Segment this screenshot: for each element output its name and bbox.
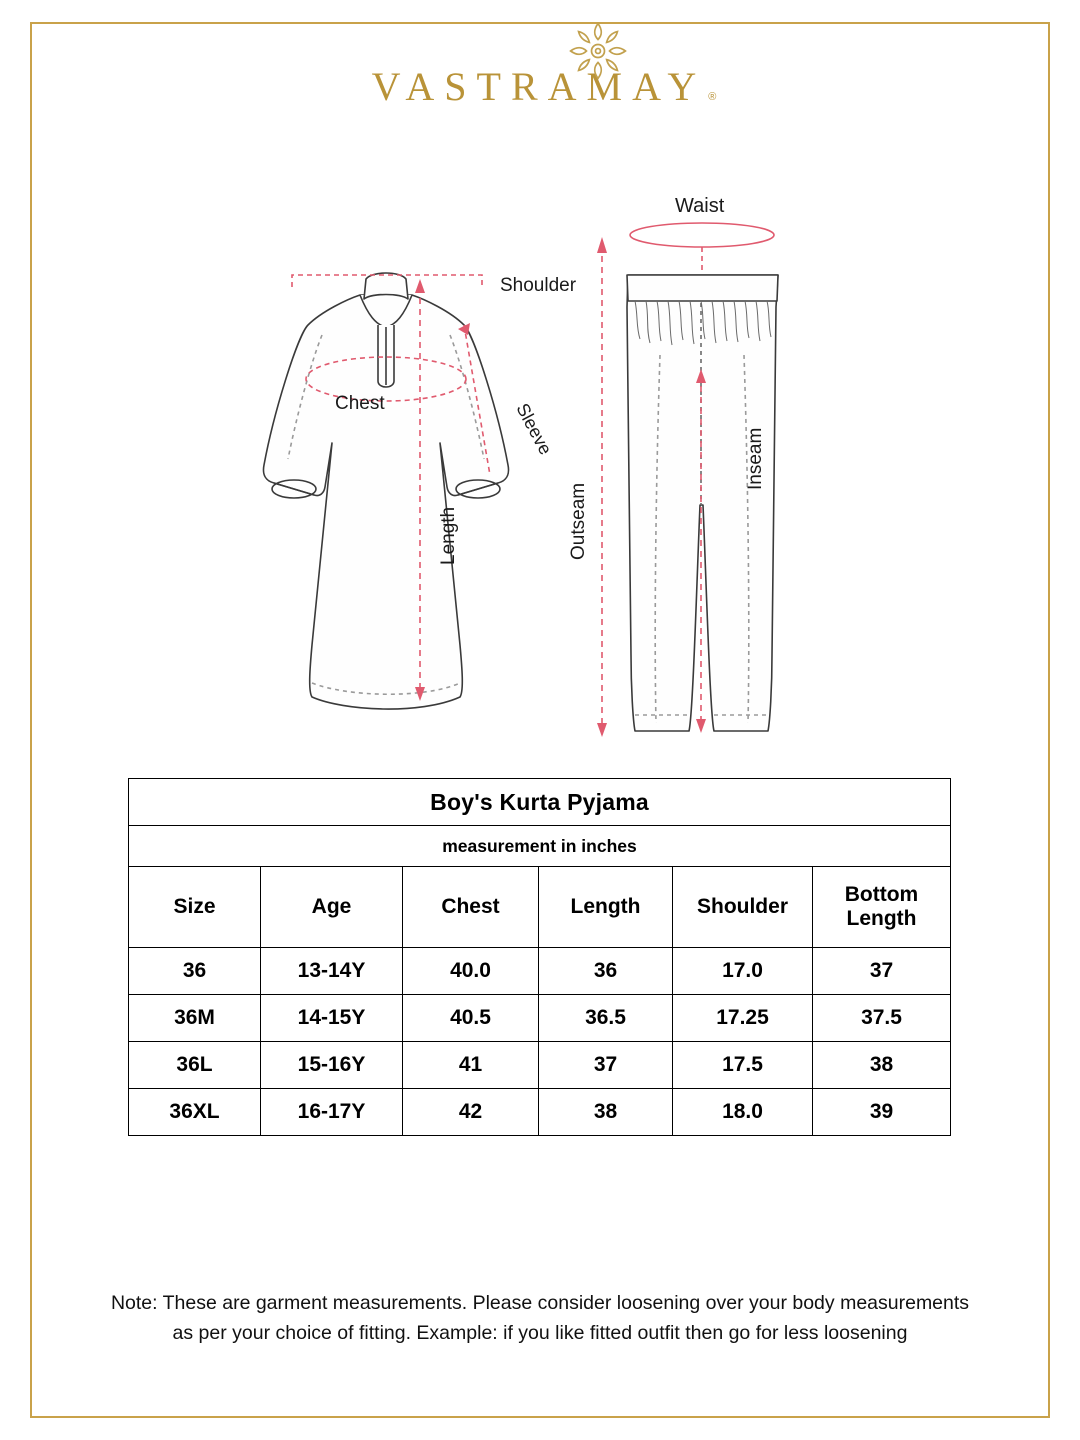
label-length: Length [438, 506, 459, 565]
size-table [128, 778, 951, 1136]
column-header-shoulder: Shoulder [673, 867, 813, 948]
column-header-chest: Chest [403, 867, 539, 948]
brand-header [0, 34, 1080, 139]
table-row [129, 1042, 951, 1089]
cell-shoulder: 17.0 [673, 948, 813, 995]
label-shoulder: Shoulder [500, 275, 577, 296]
cell-age: 15-16Y [261, 1042, 403, 1089]
table-title-row [129, 779, 951, 826]
diagram-svg [60, 175, 1020, 755]
cell-chest: 42 [403, 1089, 539, 1136]
cell-chest: 41 [403, 1042, 539, 1089]
table-subtitle-row [129, 826, 951, 867]
cell-age: 13-14Y [261, 948, 403, 995]
size-table-wrapper [128, 778, 950, 1136]
brand-name: VASTRAMAY [371, 63, 707, 109]
column-header-size: Size [129, 867, 261, 948]
cell-length: 36 [539, 948, 673, 995]
note-line-1: Note: These are garment measurements. Please consider loosening over your body measurements [110, 1292, 970, 1314]
cell-size: 36XL [129, 1089, 261, 1136]
table-row [129, 995, 951, 1042]
label-sleeve: Sleeve [512, 400, 556, 458]
cell-bottom-length: 37 [813, 948, 951, 995]
table-header-row [129, 867, 951, 948]
table-row [129, 948, 951, 995]
label-chest: Chest [335, 393, 385, 414]
note-line-2: as per your choice of fitting. Example: if you like fitted outfit then go for less loosening [172, 1322, 908, 1345]
cell-size: 36M [129, 995, 261, 1042]
label-waist: Waist [675, 195, 725, 217]
cell-shoulder: 18.0 [673, 1089, 813, 1136]
table-row [129, 1089, 951, 1136]
cell-chest: 40.5 [403, 995, 539, 1042]
cell-bottom-length: 39 [813, 1089, 951, 1136]
cell-bottom-length: 37.5 [813, 995, 951, 1042]
cell-size: 36 [129, 948, 261, 995]
column-header-bottom-length-line1: Bottom [844, 882, 919, 906]
table-title: Boy's Kurta Pyjama [129, 779, 951, 826]
cell-length: 37 [539, 1042, 673, 1089]
column-header-age: Age [261, 867, 403, 948]
column-header-bottom-length [813, 867, 951, 948]
cell-length: 36.5 [539, 995, 673, 1042]
floral-medallion-icon [562, 15, 634, 87]
cell-size: 36L [129, 1042, 261, 1089]
cell-age: 14-15Y [261, 995, 403, 1042]
cell-length: 38 [539, 1089, 673, 1136]
column-header-bottom-length-line2: Length [846, 907, 917, 930]
column-header-length: Length [539, 867, 673, 948]
cell-age: 16-17Y [261, 1089, 403, 1136]
garment-diagram [60, 175, 1020, 755]
cell-shoulder: 17.5 [673, 1042, 813, 1089]
registered-mark: ® [708, 90, 717, 103]
table-subtitle: measurement in inches [129, 826, 951, 867]
note-block [52, 1288, 1028, 1348]
label-outseam: Outseam [568, 482, 589, 560]
cell-bottom-length: 38 [813, 1042, 951, 1089]
label-inseam: Inseam [745, 427, 766, 490]
cell-shoulder: 17.25 [673, 995, 813, 1042]
cell-chest: 40.0 [403, 948, 539, 995]
